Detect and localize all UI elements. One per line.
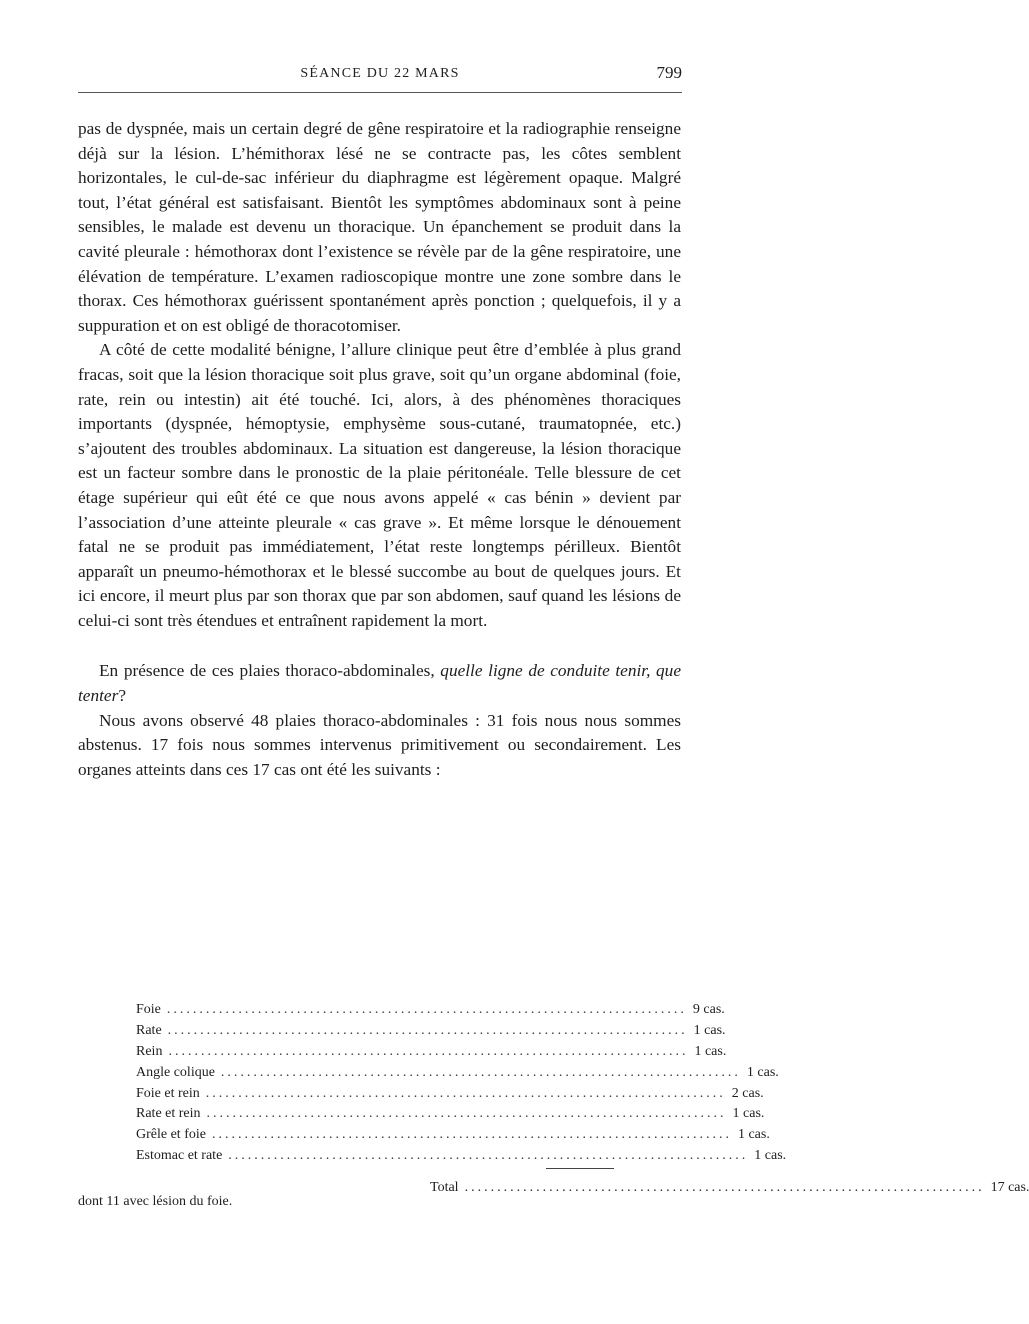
organ-table [136,1000,787,1167]
organ-value: 1 cas. [732,1106,765,1122]
organ-value: 1 cas. [754,1148,787,1164]
question-italic: quelle ligne de conduite tenir, que tenter [78,661,681,706]
organ-value: 1 cas. [746,1064,779,1080]
organ-row [136,1042,727,1063]
dot-leader: ................................................................................ [228,1148,749,1164]
organ-label: Grêle et foie [136,1127,206,1143]
organ-row [136,1084,764,1105]
dot-leader: ................................................................................ [166,1002,687,1017]
organ-value: 2 cas. [731,1085,764,1101]
header-title: SÉANCE DU 22 MARS [300,66,460,81]
running-header [78,62,682,93]
organ-label: Estomac et rate [136,1148,223,1164]
organ-value: 1 cas. [737,1127,770,1143]
total-label: Total [430,1180,459,1195]
organ-label: Foie [136,1002,161,1017]
total-value: 17 cas. [990,1180,1029,1195]
organ-row [136,1021,726,1042]
organ-row [136,1146,787,1167]
organ-value: 1 cas. [693,1022,726,1038]
dot-leader: ................................................................................ [220,1064,741,1080]
organ-value: 9 cas. [692,1002,725,1017]
organ-value: 1 cas. [694,1043,727,1059]
paragraph-clinical: A côté de cette modalité bénigne, l’allure clinique peut être d’emblée à plus grand fracas, soit que la lésion thoracique soit plus grave, soit qu’un organe abdominal (foie, rate, rein ou intestin) ait été touché. Ici, alors, à des phénomènes thoraciques importants (dyspnée, hémoptysie, emphysème sous-cutané, traumatopnée, etc.) s’ajoutent des troubles abdominaux. La situation est dangereuse, la lésion thoracique est un facteur sombre dans le pronostic de la plaie péritonéale. Telle blessure de cet étage supérieur qui eût été ce que nous avons appelé « cas bénin » devient par l’association d’une atteinte pleurale « cas grave ». Et même lorsque le dénouement fatal ne se produit pas immédiatement, l’état reste longtemps périlleux. Bientôt apparaît un pneumo-hémothorax et le blessé succombe au bout de quelques jours. Et ici encore, il meurt plus par son thorax que par son abdomen, sauf quand les lésions de celui-ci sont très étendues et entraînent rapidement la mort. [78,340,681,630]
footnote-liver: dont 11 avec lésion du foie. [78,1194,233,1209]
dot-leader: ................................................................................ [211,1127,732,1143]
total-row [430,1180,1029,1196]
total-rule [546,1168,614,1169]
dot-leader: ................................................................................ [206,1106,727,1122]
organ-row [136,1063,779,1084]
question-end: ? [118,686,126,706]
dot-leader: ................................................................................ [167,1022,688,1038]
organ-label: Rate et rein [136,1106,201,1122]
dot-leader: ................................................................................ [464,1180,985,1195]
dot-leader: ................................................................................ [205,1085,726,1101]
organ-label: Rate [136,1022,162,1038]
organ-row [136,1000,725,1021]
page-number: 799 [656,63,682,82]
paragraph-question [78,659,681,708]
organ-row [136,1125,770,1146]
body-text [78,117,681,782]
organ-label: Angle colique [136,1064,215,1080]
dot-leader: ................................................................................ [168,1043,689,1059]
question-lead: En présence de ces plaies thoraco-abdominales, [99,661,441,681]
paragraph-continuation: pas de dyspnée, mais un certain degré de gêne respiratoire et la radiographie renseigne déjà sur la lésion. L’hémithorax lésé ne se contracte pas, les côtes semblent horizontales, le cul-de-sac inférieur du diaphragme est légèrement opaque. Malgré tout, l’état général est satisfaisant. Bientôt les symptômes abdominaux sont à peine sensibles, le malade est devenu un thoracique. Un épanchement se produit dans la cavité pleurale : hémothorax dont l’existence se révèle par de la gêne respiratoire, une élévation de température. L’examen radioscopique montre une zone sombre dans le thorax. Ces hémothorax guérissent spontanément après ponction ; quelquefois, il y a suppuration et on est obligé de thoracotomiser. [78,119,681,335]
organ-label: Rein [136,1043,163,1059]
organ-label: Foie et rein [136,1085,200,1101]
paragraph-stats: Nous avons observé 48 plaies thoraco-abdominales : 31 fois nous nous sommes abstenus. 17 fois nous sommes intervenus primitivement ou secondairement. Les organes atteints dans ces 17 cas ont été les suivants : [78,710,681,779]
organ-row [136,1104,765,1125]
